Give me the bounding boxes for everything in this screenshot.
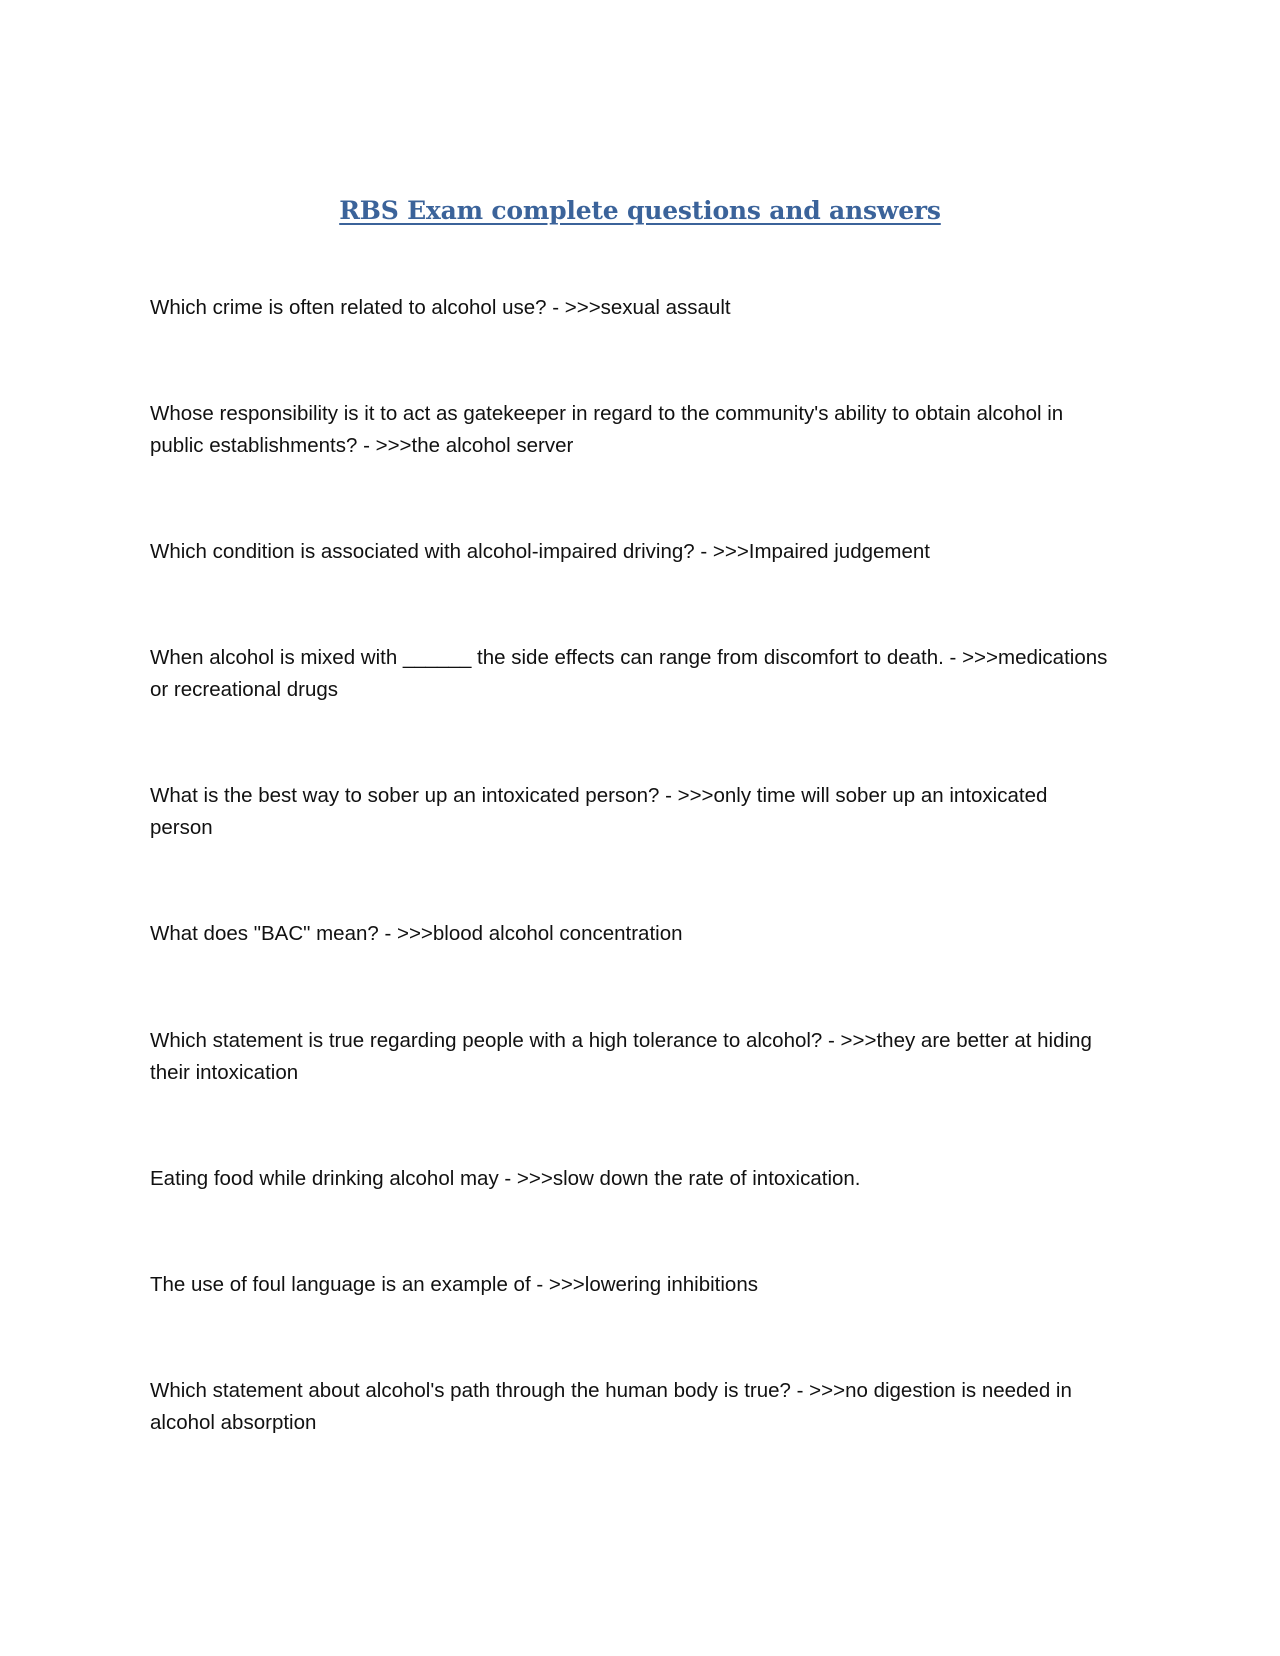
qa-item: Which statement is true regarding people with a high tolerance to alcohol? - >>>they are better at hiding their intoxication: [150, 1029, 1092, 1084]
document-title: RBS Exam complete questions and answers: [339, 196, 941, 225]
qa-item: When alcohol is mixed with ______ the side effects can range from discomfort to death. - >>>medications or recreational drugs: [150, 646, 1108, 701]
qa-item: The use of foul language is an example of - >>>lowering inhibitions: [150, 1273, 758, 1296]
qa-item: Whose responsibility is it to act as gatekeeper in regard to the community's ability to obtain alcohol in public establishments? - >>>the alcohol server: [150, 402, 1064, 457]
qa-item: Which statement about alcohol's path through the human body is true? - >>>no digestion is needed in alcohol absorption: [150, 1379, 1072, 1434]
qa-item: Eating food while drinking alcohol may - >>>slow down the rate of intoxication.: [150, 1167, 861, 1190]
qa-item: Which condition is associated with alcohol-impaired driving? - >>>Impaired judgement: [150, 540, 930, 563]
qa-item: What does "BAC" mean? - >>>blood alcohol concentration: [150, 922, 683, 945]
qa-item: Which crime is often related to alcohol use? - >>>sexual assault: [150, 296, 731, 319]
qa-item: What is the best way to sober up an intoxicated person? - >>>only time will sober up an intoxicated person: [150, 784, 1048, 839]
